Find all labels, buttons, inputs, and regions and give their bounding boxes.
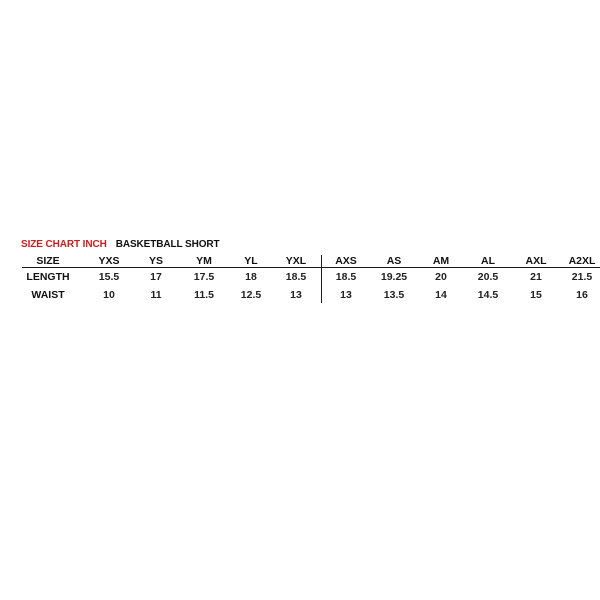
length-yxl-value: 18.5 [285, 271, 307, 283]
column-header-as: AS [386, 255, 402, 267]
length-yxs-value: 15.5 [98, 271, 120, 283]
waist-ym-value: 11.5 [194, 289, 214, 301]
waist-yl-value: 12.5 [240, 289, 262, 301]
length-al-value: 20.5 [477, 271, 499, 283]
length-ys-value: 17 [150, 271, 162, 283]
waist-ys-value: 11 [150, 289, 162, 301]
column-header-yxl: YXL [285, 255, 307, 267]
length-am-value: 20 [435, 271, 447, 283]
length-a2xl-value: 21.5 [571, 271, 593, 283]
length-axl-value: 21 [530, 271, 542, 283]
youth-adult-divider [321, 255, 322, 303]
waist-axs-value: 13 [340, 289, 352, 301]
waist-a2xl-value: 16 [576, 289, 588, 301]
waist-as-value: 13.5 [383, 289, 405, 301]
length-as-value: 19.25 [380, 271, 408, 283]
waist-al-value: 14.5 [477, 289, 499, 301]
waist-axl-value: 15 [530, 289, 542, 301]
column-header-a2xl: A2XL [568, 255, 596, 267]
column-header-yxs: YXS [98, 255, 120, 267]
column-header-ym: YM [196, 255, 212, 267]
column-header-yl: YL [244, 255, 258, 267]
row-label-waist: WAIST [31, 289, 65, 301]
header-rule [22, 267, 600, 268]
column-header-ys: YS [148, 255, 164, 267]
waist-am-value: 14 [435, 289, 447, 301]
waist-yxl-value: 13 [290, 289, 302, 301]
length-yl-value: 18 [245, 271, 257, 283]
column-header-al: AL [481, 255, 495, 267]
waist-yxs-value: 10 [103, 289, 115, 301]
length-axs-value: 18.5 [335, 271, 357, 283]
size-chart-heading [21, 239, 220, 253]
length-ym-value: 17.5 [193, 271, 215, 283]
product-name: BASKETBALL SHORT [115, 239, 220, 250]
column-header-axl: AXL [525, 255, 547, 267]
column-header-size: SIZE [36, 255, 60, 267]
size-chart-label: SIZE CHART INCH [21, 239, 107, 250]
column-header-axs: AXS [335, 255, 357, 267]
row-label-length: LENGTH [26, 271, 70, 283]
column-header-am: AM [432, 255, 450, 267]
